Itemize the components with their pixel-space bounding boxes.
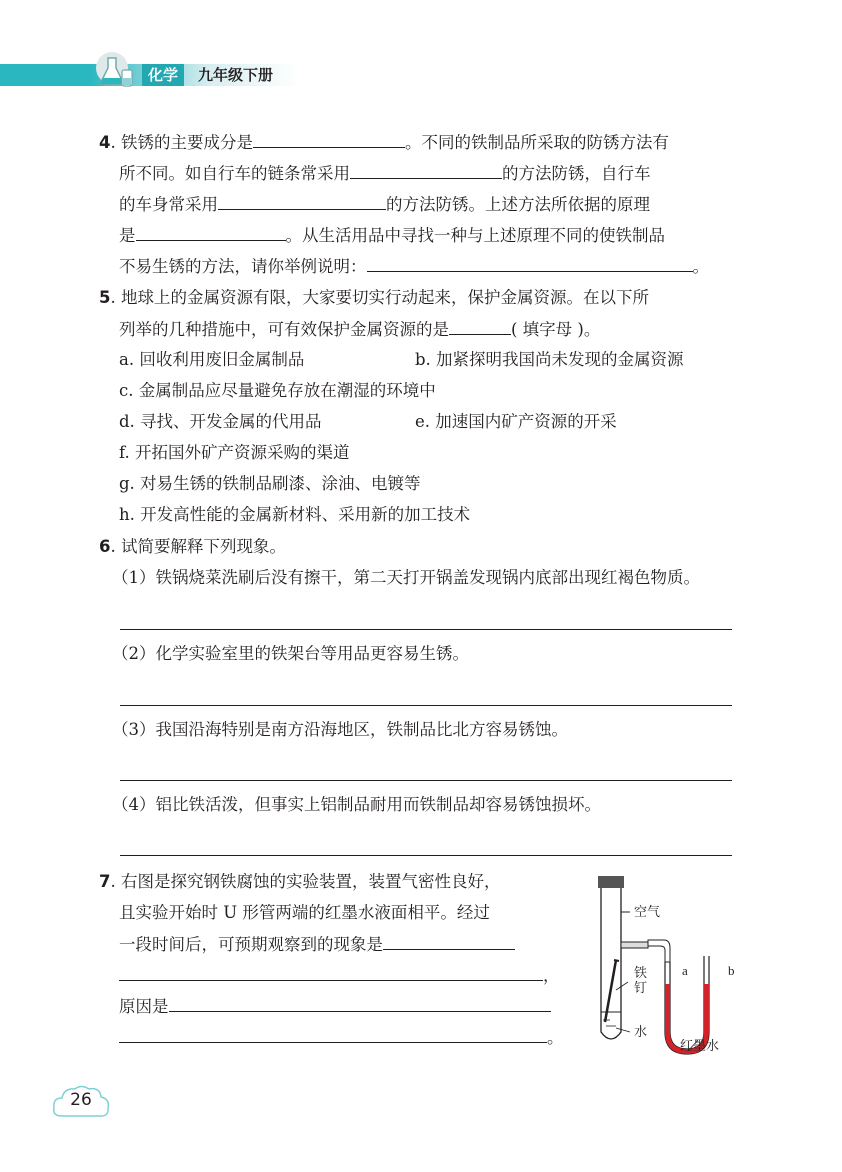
q7-line-5	[119, 995, 551, 1018]
q4-text: 是	[119, 226, 136, 245]
label-air: 空气	[634, 905, 661, 920]
q7-blank-2[interactable]	[119, 964, 543, 981]
q4-blank-3[interactable]	[218, 193, 386, 210]
q4-text: 的方法防锈。上述方法所依据的原理	[386, 195, 650, 214]
q7-line-1	[99, 871, 500, 893]
q5-option-a: a. 回收利用废旧金属制品	[119, 350, 305, 369]
q7-line-3	[119, 933, 515, 956]
label-b: b	[728, 963, 735, 978]
q6-answer-line-4[interactable]	[120, 855, 732, 856]
q4-line-1	[99, 131, 669, 154]
iron-nail	[605, 960, 616, 1022]
q4-text: 不易生锈的方法，请你举例说明：	[119, 257, 367, 276]
q4-text: 所不同。如自行车的链条常采用	[119, 164, 350, 183]
q5-text: 列举的几种措施中，可有效保护金属资源的是	[119, 320, 449, 339]
q4-text: 的方法防锈，自行车	[502, 164, 651, 183]
q7-line-2: 且实验开始时 U 形管两端的红墨水液面相平。经过	[119, 903, 490, 922]
q6-number: 6	[99, 537, 111, 556]
q5-text: ( 填字母 )。	[511, 320, 601, 339]
q4-line-5	[119, 255, 709, 278]
label-nail-2: 钉	[634, 981, 648, 996]
q5-blank[interactable]	[449, 318, 511, 335]
q5-option-d: d. 寻找、开发金属的代用品	[119, 412, 322, 431]
q4-blank-2[interactable]	[350, 162, 502, 179]
q4-line-4	[119, 224, 665, 247]
q6-title	[99, 536, 286, 558]
q7-text: 。	[547, 1028, 564, 1047]
q7-text: 一段时间后，可预期观察到的现象是	[119, 935, 383, 954]
test-tube	[601, 888, 621, 1039]
q7-blank-3[interactable]	[169, 995, 551, 1012]
q4-text: 。	[692, 257, 709, 276]
q6-sub-3: （3）我国沿海特别是南方沿海地区，铁制品比北方容易锈蚀。	[112, 720, 568, 739]
subject-label: 化学	[142, 64, 184, 86]
q5-text: . 地球上的金属资源有限，大家要切实行动起来，保护金属资源。在以下所	[110, 288, 649, 307]
label-nail-1: 铁	[634, 966, 648, 981]
q5-option-e: e. 加速国内矿产资源的开采	[415, 412, 617, 431]
q5-option-h: h. 开发高性能的金属新材料、采用新的加工技术	[119, 505, 471, 524]
apparatus-figure	[588, 872, 748, 1058]
grade-label: 九年级下册	[198, 66, 274, 84]
q5-option-c: c. 金属制品应尽量避免存放在潮湿的环境中	[119, 381, 436, 400]
q7-blank-4[interactable]	[119, 1026, 547, 1043]
q7-number: 7	[99, 872, 111, 891]
q4-blank-4[interactable]	[136, 224, 286, 241]
q7-text: ，	[543, 966, 560, 985]
q4-blank-5[interactable]	[367, 255, 693, 272]
flask-logo-icon	[92, 50, 138, 94]
q4-line-3	[119, 193, 650, 216]
q6-answer-line-2[interactable]	[120, 705, 732, 706]
q7-text: 原因是	[119, 997, 169, 1016]
q4-blank-1[interactable]	[253, 131, 405, 148]
q5-line-1	[99, 287, 649, 309]
label-a: a	[682, 963, 688, 978]
q5-line-2	[119, 318, 600, 341]
q6-answer-line-1[interactable]	[120, 629, 732, 630]
q4-text: . 铁锈的主要成分是	[110, 133, 253, 152]
q4-text: 的车身常采用	[119, 195, 218, 214]
q6-sub-4: （4）铝比铁活泼，但事实上铝制品耐用而铁制品却容易锈蚀损坏。	[112, 795, 601, 814]
q5-option-f: f. 开拓国外矿产资源采购的渠道	[119, 443, 350, 462]
q4-text: 。不同的铁制品所采取的防锈方法有	[404, 133, 669, 152]
q4-number: 4	[99, 133, 111, 152]
q7-line-4	[119, 964, 560, 987]
q7-text: . 右图是探究钢铁腐蚀的实验装置，装置气密性良好，	[110, 872, 501, 891]
q5-option-g: g. 对易生锈的铁制品刷漆、涂油、电镀等	[119, 474, 421, 493]
q7-line-6	[119, 1026, 564, 1049]
q6-text: . 试简要解释下列现象。	[110, 537, 286, 556]
q7-blank-1[interactable]	[383, 933, 515, 950]
q6-sub-2: （2）化学实验室里的铁架台等用品更容易生锈。	[112, 644, 469, 663]
q6-sub-1: （1）铁锅烧菜洗刷后没有擦干，第二天打开锅盖发现锅内底部出现红褐色物质。	[112, 568, 700, 587]
q5-number: 5	[99, 288, 111, 307]
label-water: 水	[634, 1025, 648, 1040]
stopper	[598, 876, 624, 888]
q5-option-b: b. 加紧探明我国尚未发现的金属资源	[415, 350, 684, 369]
label-red-ink: 红墨水	[680, 1039, 720, 1054]
q6-answer-line-3[interactable]	[120, 780, 732, 781]
page-number: 26	[70, 1090, 92, 1110]
q4-line-2	[119, 162, 651, 185]
q4-text: 。从生活用品中寻找一种与上述原理不同的使铁制品	[285, 226, 665, 245]
